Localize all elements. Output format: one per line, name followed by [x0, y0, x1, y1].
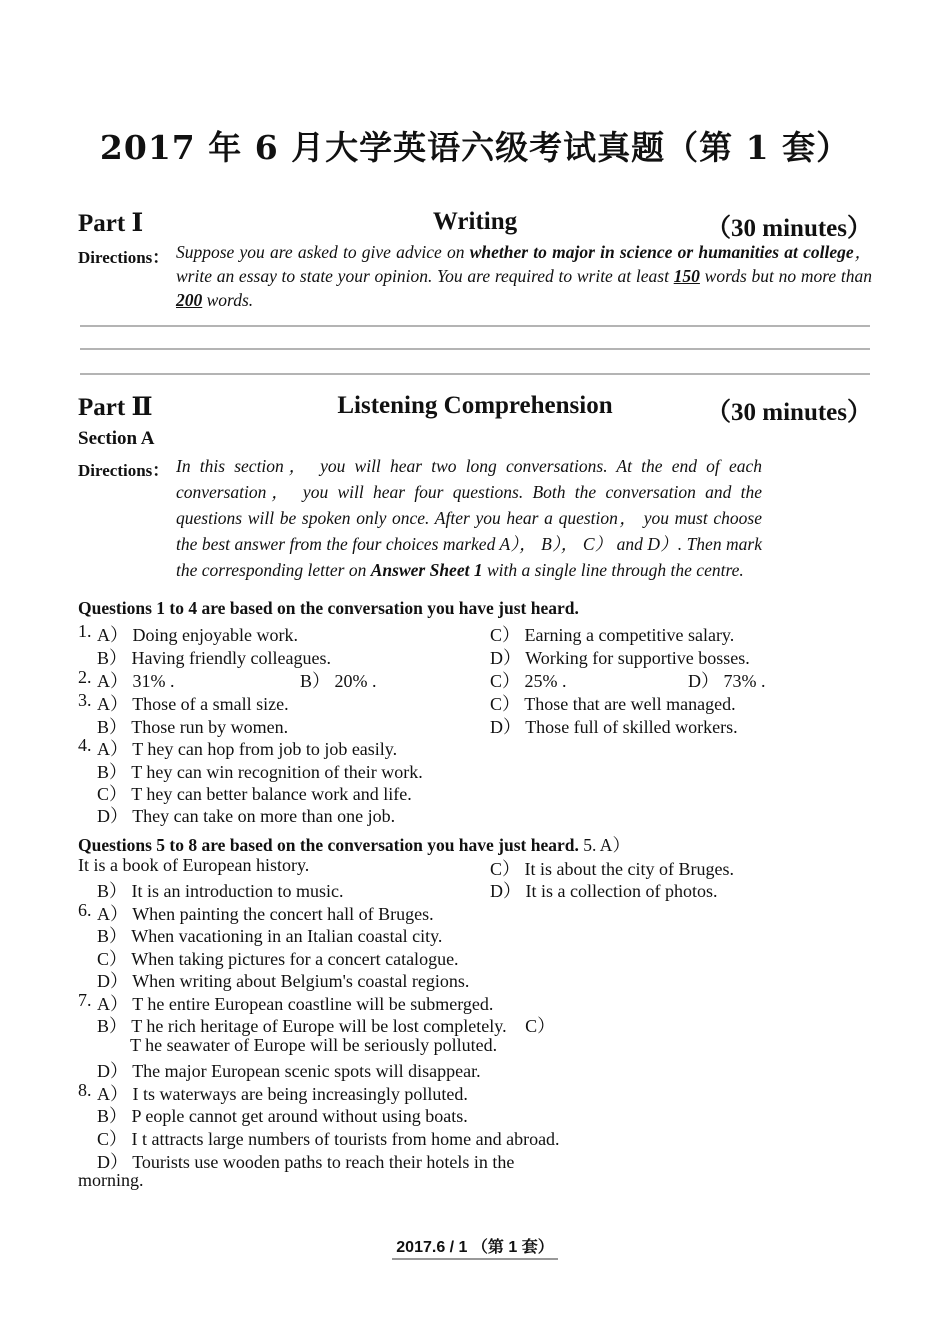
option-7-c-letter: C） [525, 1016, 556, 1036]
option-letter: A） [97, 1084, 128, 1104]
part-1-duration: （30 minutes） [706, 215, 872, 242]
directions-max-words: 200 [176, 290, 203, 310]
option-letter: B） [97, 648, 128, 668]
directions-seg-3: words but no more than [699, 266, 872, 286]
option-letter: C） [490, 859, 521, 879]
option-letter: C） [97, 949, 128, 969]
option-5-d[interactable] [490, 877, 717, 903]
part-1-header [78, 208, 872, 242]
option-text: Those full of skilled workers. [525, 717, 738, 737]
option-letter: C） [490, 671, 521, 691]
option-letter: D） [97, 971, 128, 991]
option-text: They can take on more than one job. [132, 806, 396, 826]
option-text: Tourists use wooden paths to reach their hotels in the [132, 1152, 515, 1172]
option-text: When painting the concert hall of Bruges. [132, 904, 434, 924]
option-letter: D） [97, 806, 128, 826]
option-letter: C） [490, 694, 521, 714]
option-letter: D） [688, 671, 719, 691]
page-footer-text: 2017.6 / 1 （第 1 套） [392, 1239, 557, 1260]
part-1-directions-text [176, 240, 872, 312]
option-text: Those that are well managed. [524, 694, 736, 714]
part-2-label: Part Ⅱ [78, 394, 153, 421]
option-letter: B） [97, 717, 128, 737]
question-5-inline-start: 5. A） [578, 835, 630, 855]
option-text: I t attracts large numbers of tourists from home and abroad. [131, 1129, 560, 1149]
option-text: T he rich heritage of Europe will be lost completely. [131, 1016, 507, 1036]
option-letter: A） [97, 625, 128, 645]
writing-rule-2 [80, 348, 870, 350]
option-text: When taking pictures for a concert catalogue. [131, 949, 459, 969]
option-text: When vacationing in an Italian coastal city. [131, 926, 443, 946]
option-text: T hey can hop from job to job easily. [132, 739, 398, 759]
option-text: It is about the city of Bruges. [524, 859, 734, 879]
option-text: P eople cannot get around without using boats. [131, 1106, 468, 1126]
option-letter: C） [97, 784, 128, 804]
option-letter: A） [97, 904, 128, 924]
questions-5-8-heading [78, 832, 630, 857]
option-letter: D） [490, 717, 521, 737]
option-letter: A） [97, 671, 128, 691]
question-number-8: 8. [78, 1080, 92, 1100]
option-letter: A） [97, 694, 128, 714]
option-letter: C） [97, 1129, 128, 1149]
option-text: Working for supportive bosses. [525, 648, 750, 668]
option-letter: D） [490, 648, 521, 668]
option-8-d-wrap[interactable]: morning. [78, 1170, 144, 1190]
answer-sheet-reference: Answer Sheet 1 [370, 560, 483, 580]
part-1-title: Writing [432, 208, 518, 235]
part-2-title: Listening Comprehension [337, 392, 613, 419]
option-letter: B） [97, 1106, 128, 1126]
option-text: T hey can win recognition of their work. [131, 762, 423, 782]
option-5-a-continuation[interactable]: It is a book of European history. [78, 855, 310, 875]
part-2-directions-text [176, 453, 762, 583]
option-letter: B） [97, 762, 128, 782]
option-letter: D） [490, 881, 521, 901]
option-text: The major European scenic spots will disappear. [132, 1061, 481, 1081]
section-a-heading: Section A [78, 428, 155, 449]
option-text: Having friendly colleagues. [131, 648, 331, 668]
option-text: 73% . [723, 671, 766, 691]
question-number-6: 6. [78, 900, 92, 920]
part-2-header [78, 392, 872, 426]
option-text: 31% . [132, 671, 175, 691]
option-letter: D） [97, 1152, 128, 1172]
option-letter: D） [97, 1061, 128, 1081]
option-text: It is an introduction to music. [131, 881, 344, 901]
option-letter: B） [97, 926, 128, 946]
option-8-d[interactable] [97, 1148, 514, 1174]
option-letter: C） [490, 625, 521, 645]
option-7-c-text[interactable]: T he seawater of Europe will be seriously polluted. [130, 1035, 498, 1055]
option-3-d[interactable] [490, 713, 738, 739]
option-letter: A） [97, 739, 128, 759]
part-1-directions-label: Directions： [78, 248, 170, 267]
listening-directions-seg-2: with a single line through the centre. [482, 560, 744, 580]
questions-5-8-heading-main: Questions 5 to 8 are based on the conversation you have just heard. [78, 835, 579, 855]
question-number-1: 1. [78, 621, 92, 641]
directions-seg-4: words. [202, 290, 254, 310]
option-text: It is a collection of photos. [525, 881, 718, 901]
option-2-b[interactable] [300, 667, 377, 693]
question-number-3: 3. [78, 690, 92, 710]
directions-min-words: 150 [673, 266, 700, 286]
part-2-directions-label: Directions： [78, 461, 170, 480]
option-text: Those of a small size. [132, 694, 289, 714]
option-letter: B） [97, 881, 128, 901]
question-number-4: 4. [78, 735, 92, 755]
directions-seg-1: Suppose you are asked to give advice on [176, 242, 470, 262]
option-text: When writing about Belgium's coastal regions. [132, 971, 470, 991]
part-1-label: Part Ⅰ [78, 210, 144, 237]
option-text: T he entire European coastline will be submerged. [132, 994, 494, 1014]
option-letter: B） [300, 671, 331, 691]
questions-1-4-heading: Questions 1 to 4 are based on the conversation you have just heard. [78, 598, 579, 618]
part-2-duration: （30 minutes） [706, 399, 872, 426]
directions-seg-2: ， write an essay to state your opinion. You are required to write at least [176, 242, 873, 286]
page-footer [0, 1234, 950, 1257]
option-letter: B） [97, 1016, 128, 1036]
directions-bold-topic: whether to major in science or humanities at college [469, 242, 854, 262]
option-text: T hey can better balance work and life. [131, 784, 412, 804]
option-letter: A） [97, 994, 128, 1014]
option-text: 20% . [334, 671, 377, 691]
option-text: Those run by women. [131, 717, 289, 737]
page-title: 2017 年 6 月大学英语六级考试真题（第 1 套） [99, 128, 851, 167]
option-text: 25% . [524, 671, 567, 691]
question-number-2: 2. [78, 667, 92, 687]
option-text: Doing enjoyable work. [132, 625, 298, 645]
writing-rule-3 [80, 373, 870, 375]
option-text: Earning a competitive salary. [524, 625, 735, 645]
writing-rule-1 [80, 325, 870, 327]
listening-directions-seg-1: In this section， you will hear two long conversations. At the end of each conversation， you will hear four questions. Both the conversation and the questions will be spoken only once. After you hear a question， you must choose the best answer from the four choices marked A）， B）， C） and D）. Then mark the corresponding letter on [176, 456, 762, 580]
question-number-7: 7. [78, 990, 92, 1010]
option-4-d[interactable] [97, 802, 395, 828]
option-text: I ts waterways are being increasingly polluted. [132, 1084, 468, 1104]
